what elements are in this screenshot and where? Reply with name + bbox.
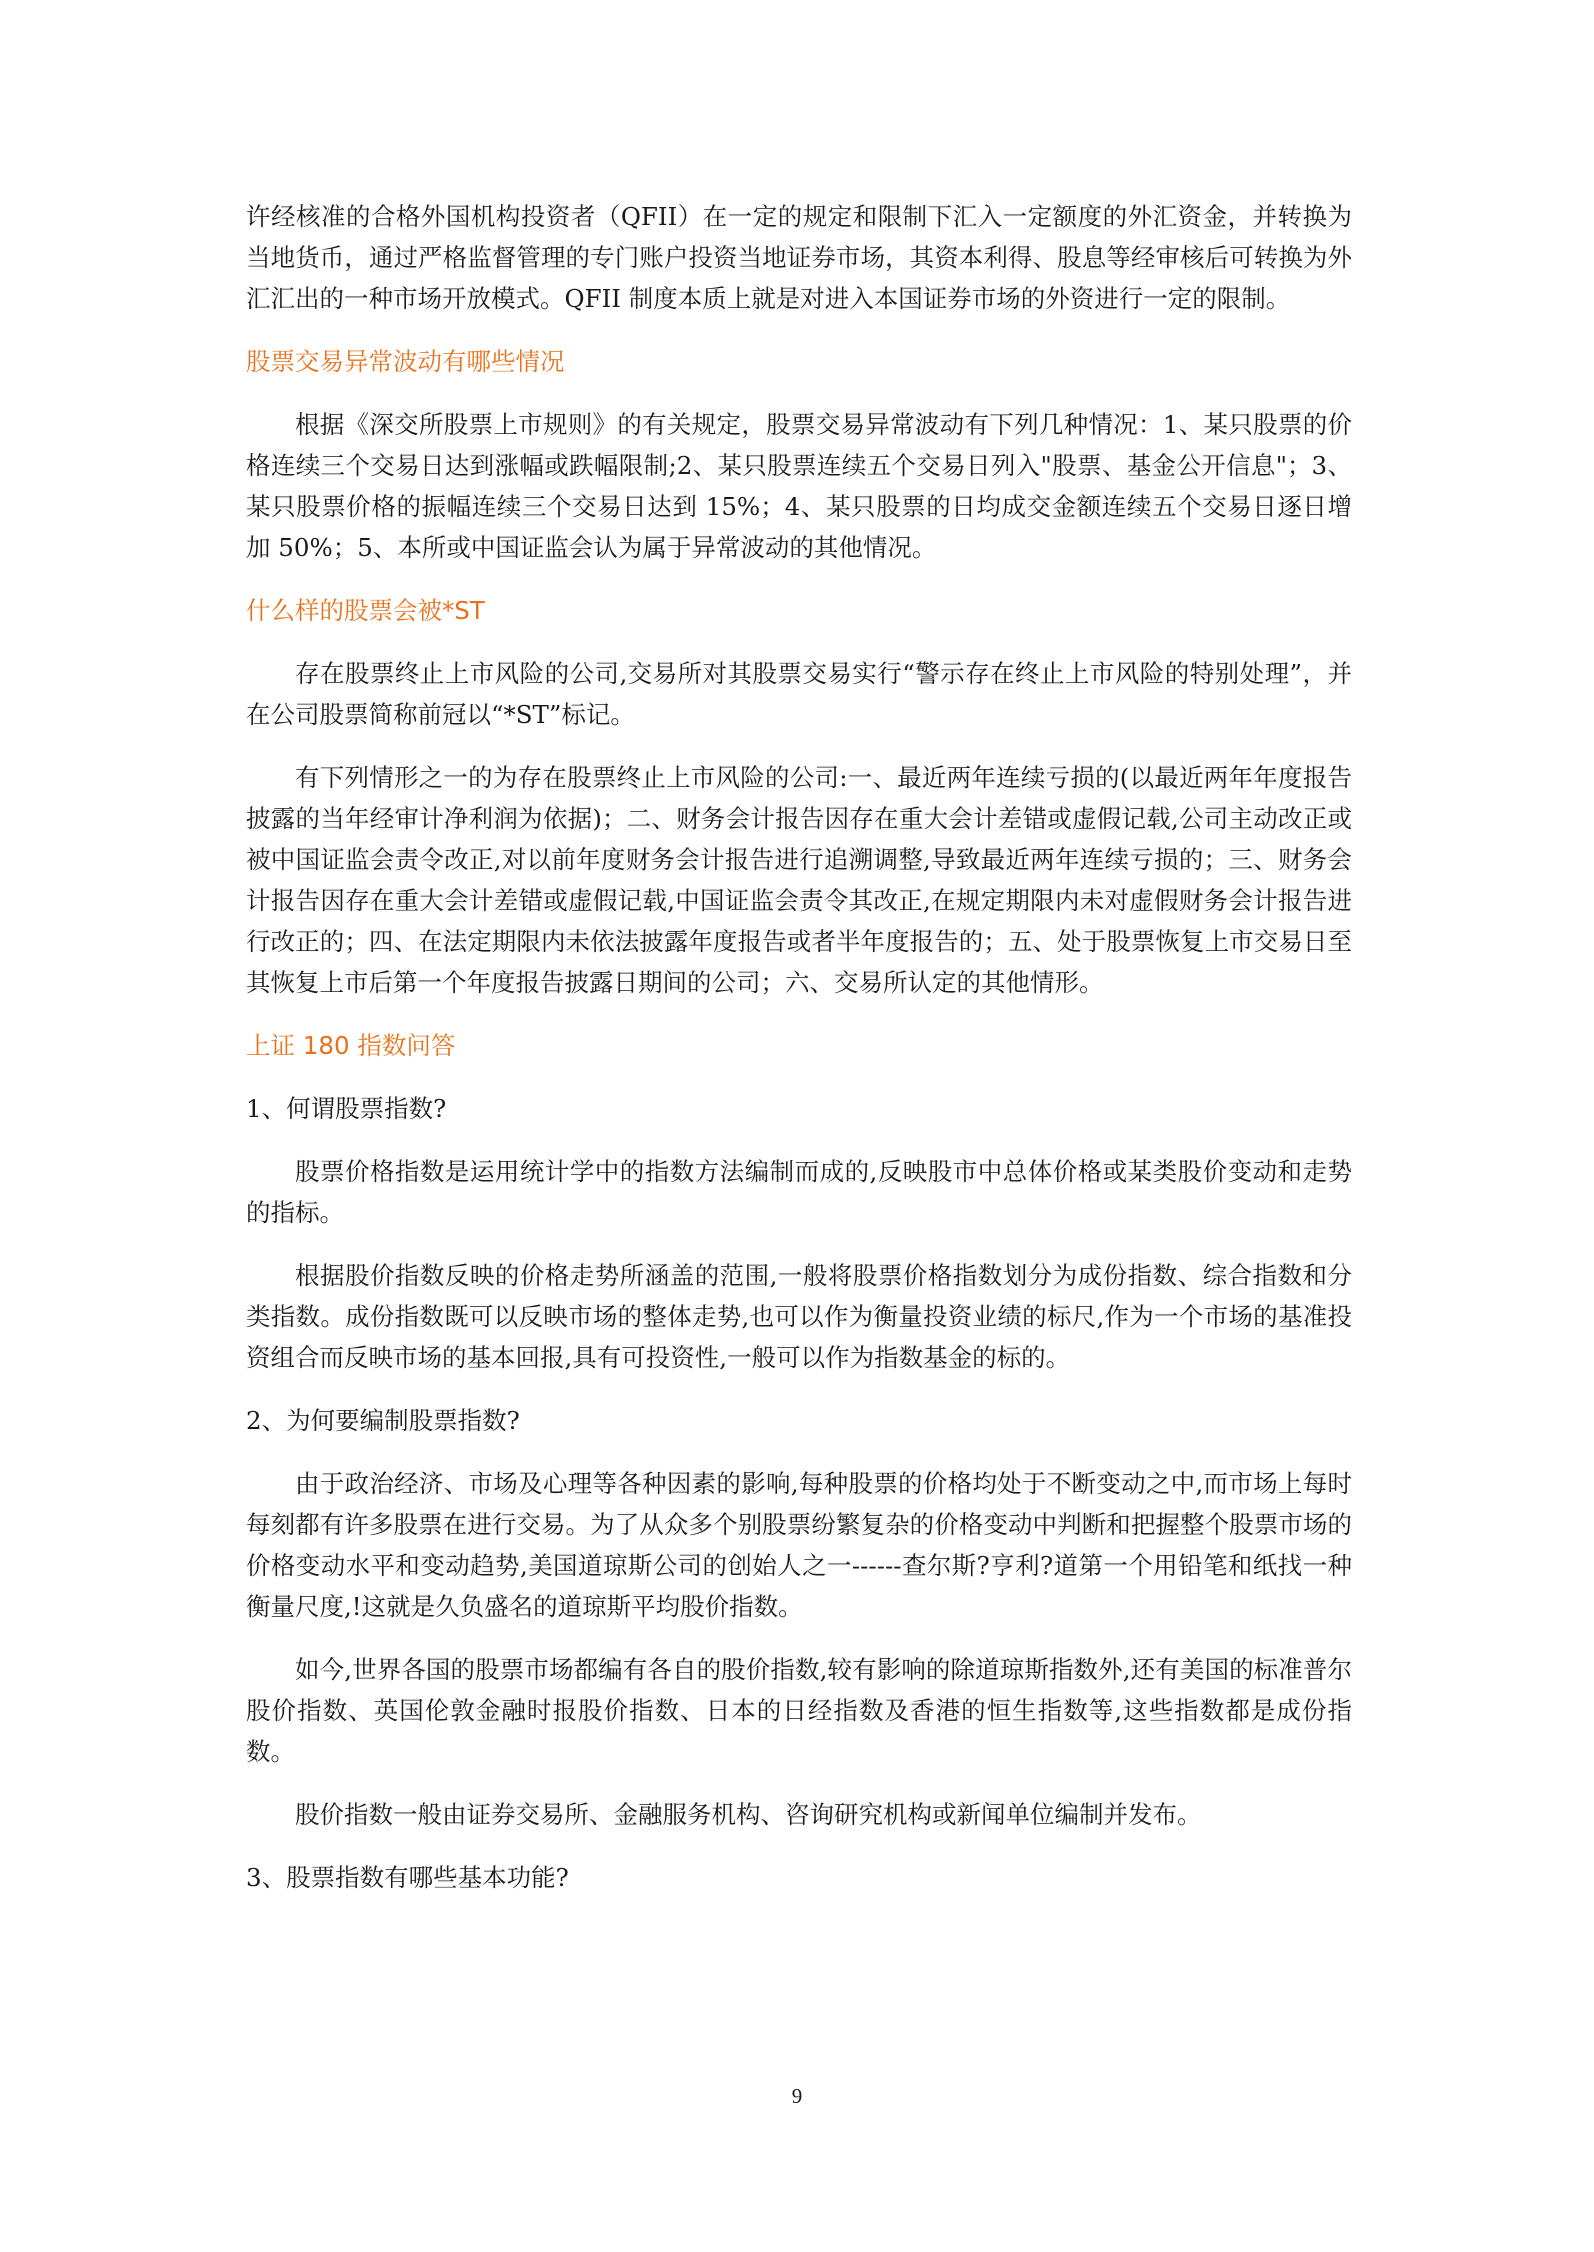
body-paragraph: 许经核准的合格外国机构投资者（QFII）在一定的规定和限制下汇入一定额度的外汇资金，并转换为当地货币，通过严格监督管理的专门账户投资当地证券市场，其资本利得、股息等经审核后可转换为外汇汇出的一种市场开放模式。QFII 制度本质上就是对进入本国证券市场的外资进行一定的限制。 xyxy=(246,202,1352,313)
section-heading: 股票交易异常波动有哪些情况 xyxy=(246,347,565,376)
body-paragraph: 根据股价指数反映的价格走势所涵盖的范围,一般将股票价格指数划分为成份指数、综合指数和分类指数。成份指数既可以反映市场的整体走势,也可以作为衡量投资业绩的标尺,作为一个市场的基准投资组合而反映市场的基本回报,具有可投资性,一般可以作为指数基金的标的。 xyxy=(246,1261,1352,1372)
body-paragraph: 存在股票终止上市风险的公司,交易所对其股票交易实行“警示存在终止上市风险的特别处理”，并在公司股票简称前冠以“*ST”标记。 xyxy=(246,659,1352,729)
body-paragraph: 根据《深交所股票上市规则》的有关规定，股票交易异常波动有下列几种情况：1、某只股票的价格连续三个交易日达到涨幅或跌幅限制;2、某只股票连续五个交易日列入"股票、基金公开信息"；3、某只股票价格的振幅连续三个交易日达到 15%；4、某只股票的日均成交金额连续五个交易日逐日增加 50%；5、本所或中国证监会认为属于异常波动的其他情况。 xyxy=(246,410,1352,562)
body-paragraph: 3、股票指数有哪些基本功能? xyxy=(246,1863,569,1892)
section-heading: 什么样的股票会被*ST xyxy=(246,596,485,625)
body-paragraph: 股价指数一般由证券交易所、金融服务机构、咨询研究机构或新闻单位编制并发布。 xyxy=(295,1800,1202,1829)
body-paragraph: 如今,世界各国的股票市场都编有各自的股价指数,较有影响的除道琼斯指数外,还有美国的标准普尔股价指数、英国伦敦金融时报股价指数、日本的日经指数及香港的恒生指数等,这些指数都是成份指数。 xyxy=(246,1655,1352,1766)
body-paragraph: 由于政治经济、市场及心理等各种因素的影响,每种股票的价格均处于不断变动之中,而市场上每时每刻都有许多股票在进行交易。为了从众多个别股票纷繁复杂的价格变动中判断和把握整个股票市场的价格变动水平和变动趋势,美国道琼斯公司的创始人之一------查尔斯?亨利?道第一个用铅笔和纸找一种衡量尺度,!这就是久负盛名的道琼斯平均股价指数。 xyxy=(246,1469,1352,1621)
body-paragraph: 有下列情形之一的为存在股票终止上市风险的公司:一、最近两年连续亏损的(以最近两年年度报告披露的当年经审计净利润为依据)；二、财务会计报告因存在重大会计差错或虚假记载,公司主动改正或被中国证监会责令改正,对以前年度财务会计报告进行追溯调整,导致最近两年连续亏损的；三、财务会计报告因存在重大会计差错或虚假记载,中国证监会责令其改正,在规定期限内未对虚假财务会计报告进行改正的；四、在法定期限内未依法披露年度报告或者半年度报告的；五、处于股票恢复上市交易日至其恢复上市后第一个年度报告披露日期间的公司；六、交易所认定的其他情形。 xyxy=(246,763,1352,997)
body-paragraph: 股票价格指数是运用统计学中的指数方法编制而成的,反映股市中总体价格或某类股价变动和走势的指标。 xyxy=(246,1157,1352,1227)
page-number: 9 xyxy=(791,2084,803,2108)
body-paragraph: 2、为何要编制股票指数? xyxy=(246,1406,520,1435)
body-paragraph: 1、何谓股票指数? xyxy=(246,1094,447,1123)
section-heading: 上证 180 指数问答 xyxy=(246,1031,456,1060)
document-body xyxy=(246,196,1352,1920)
